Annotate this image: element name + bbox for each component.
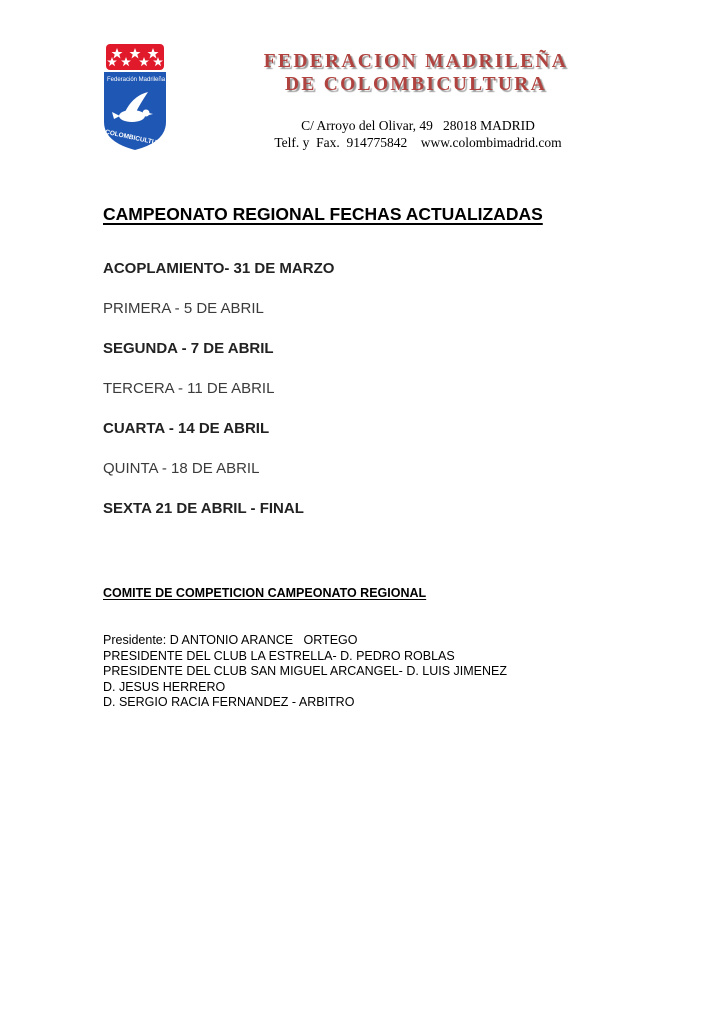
dates-list <box>103 259 334 539</box>
date-item-segunda: SEGUNDA - 7 DE ABRIL <box>103 340 274 357</box>
member-item: Presidente: D ANTONIO ARANCE ORTEGO <box>103 633 358 647</box>
contact-block <box>240 117 596 151</box>
organization-name-line1: FEDERACION MADRILEÑA <box>263 51 569 72</box>
member-item: D. SERGIO RACIA FERNANDEZ - ARBITRO <box>103 695 355 710</box>
logo-text-top: Federación Madrileña <box>107 77 166 83</box>
date-item-acoplamiento: ACOPLAMIENTO- 31 DE MARZO <box>103 260 335 277</box>
member-item: PRESIDENTE DEL CLUB SAN MIGUEL ARCANGEL- D. LUIS JIMENEZ <box>103 664 508 679</box>
member-item: PRESIDENTE DEL CLUB LA ESTRELLA- D. PEDRO ROBLAS <box>103 648 455 663</box>
organization-name-line2: DE COLOMBICULTURA <box>284 74 548 95</box>
member-item: D. JESUS HERRERO <box>103 679 226 694</box>
address-line: C/ Arroyo del Olivar, 49 28018 MADRID <box>301 118 535 133</box>
date-item-tercera: TERCERA - 11 DE ABRIL <box>103 380 275 397</box>
date-item-cuarta: CUARTA - 14 DE ABRIL <box>103 420 270 437</box>
federacion-logo <box>102 44 168 152</box>
stars-emblem <box>106 44 164 70</box>
organization-name <box>236 50 596 96</box>
committee-title: COMITE DE COMPETICION CAMPEONATO REGIONAL <box>103 586 427 600</box>
date-item-primera: PRIMERA - 5 DE ABRIL <box>103 300 264 317</box>
document-title: CAMPEONATO REGIONAL FECHAS ACTUALIZADAS <box>103 204 543 224</box>
phone-web-line: Telf. y Fax. 914775842 www.colombimadrid.com <box>274 135 562 150</box>
date-item-quinta: QUINTA - 18 DE ABRIL <box>103 460 260 477</box>
date-item-sexta: SEXTA 21 DE ABRIL - FINAL <box>103 500 304 517</box>
logo-text-bottom: COLOMBICULTURA <box>104 128 167 149</box>
committee-members <box>103 633 507 711</box>
